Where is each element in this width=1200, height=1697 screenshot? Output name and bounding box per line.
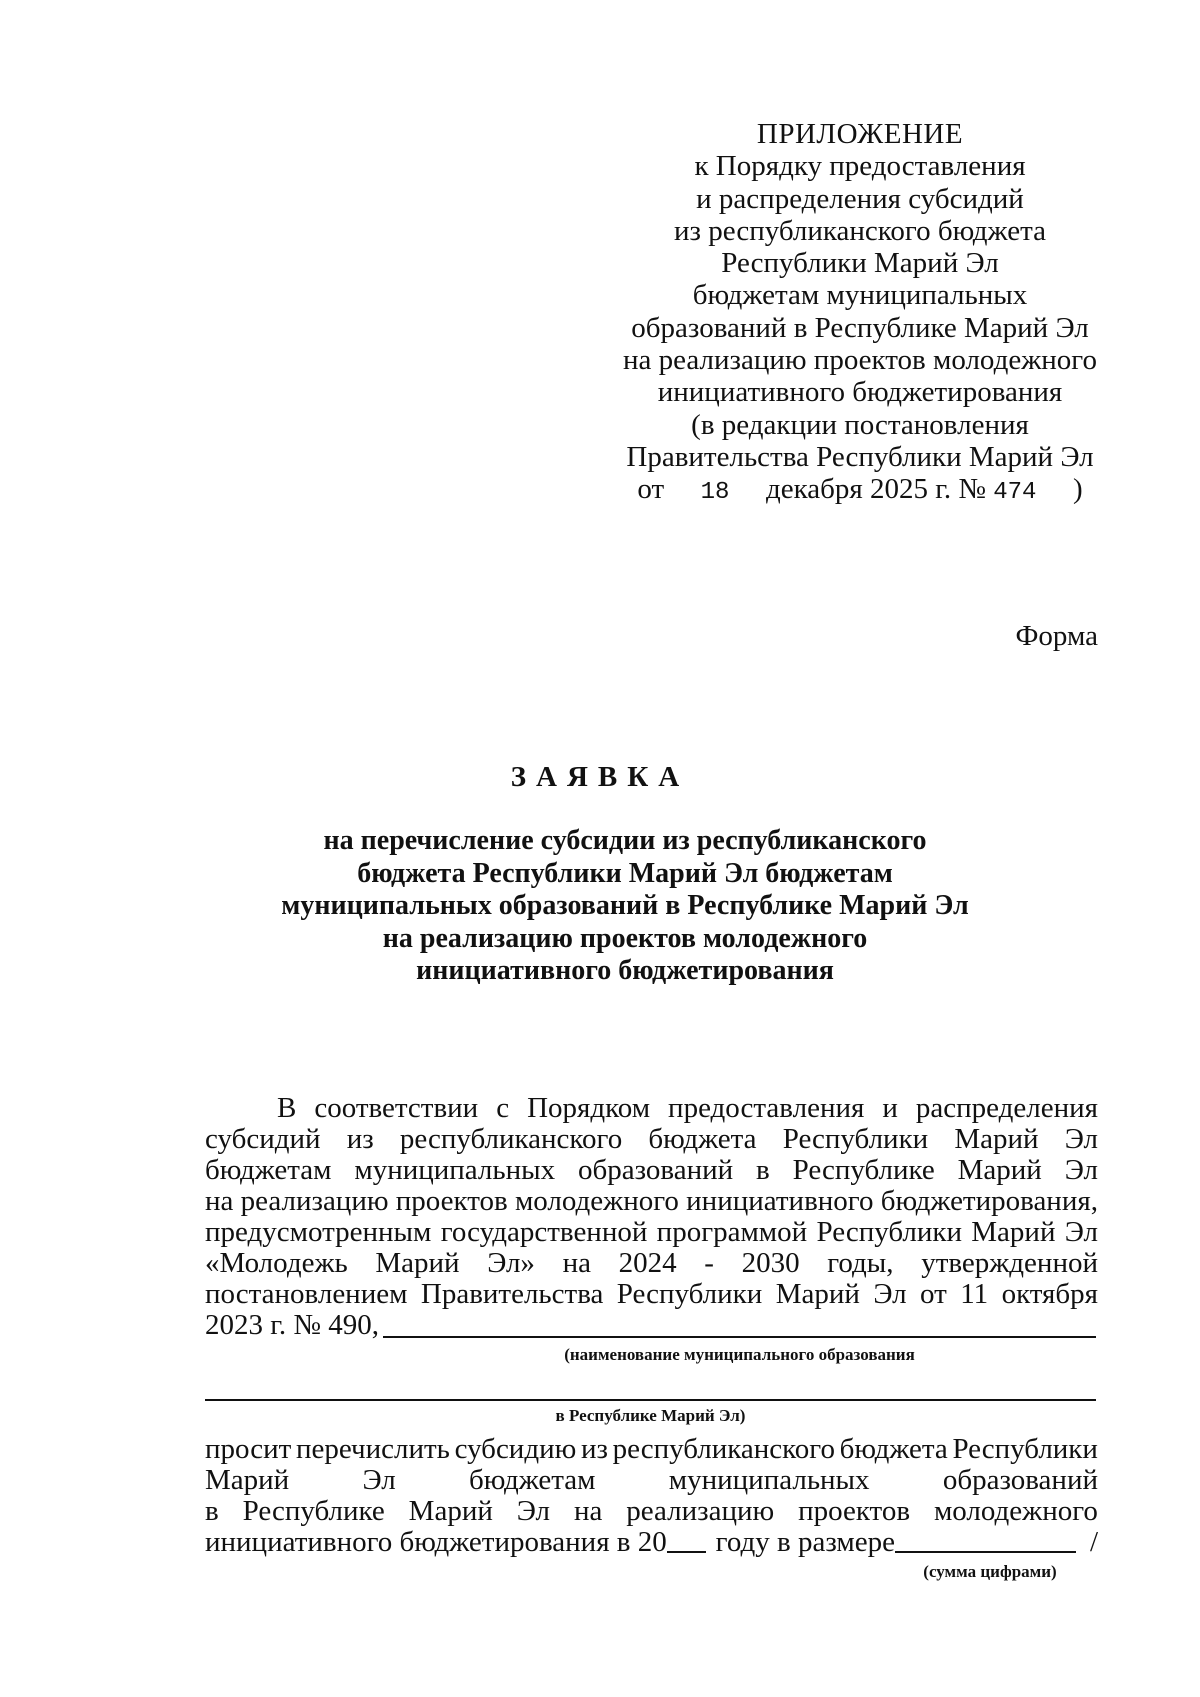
appendix-header bbox=[600, 118, 1120, 510]
subject-line: инициативного бюджетирования bbox=[416, 955, 834, 986]
date-text: декабря 2025 г. № bbox=[765, 473, 986, 506]
body-paragraph-2 bbox=[205, 1434, 1098, 1558]
body-line: «Молодежь Марий Эл» на 2024 - 2030 годы, утвержденной bbox=[205, 1247, 1098, 1279]
forma-label: Форма bbox=[1015, 620, 1098, 652]
date-day: 18 bbox=[700, 479, 730, 507]
appendix-line: из республиканского бюджета bbox=[674, 214, 1046, 247]
sum-fill-line[interactable] bbox=[895, 1527, 1076, 1553]
document-title: ЗАЯВКА bbox=[510, 761, 690, 793]
subject-line: на перечисление субсидии из республиканского bbox=[323, 825, 927, 856]
subject-line: на реализацию проектов молодежного bbox=[382, 922, 868, 954]
subject-line: бюджета Республики Марий Эл бюджетам bbox=[357, 857, 893, 889]
appendix-line: (в редакции постановления bbox=[691, 408, 1029, 441]
appendix-line: бюджетам муниципальных bbox=[692, 279, 1028, 312]
municipality-fill-line[interactable] bbox=[383, 1336, 1096, 1338]
body-line: Марий Эл бюджетам муниципальных образований bbox=[205, 1464, 1098, 1496]
sum-caption: (сумма цифрами) bbox=[923, 1562, 1057, 1581]
republic-caption: в Республике Марий Эл) bbox=[555, 1406, 746, 1425]
appendix-title: ПРИЛОЖЕНИЕ bbox=[756, 118, 964, 150]
subject-line: муниципальных образований в Республике Марий Эл bbox=[281, 890, 969, 921]
year-fill-line[interactable] bbox=[667, 1527, 706, 1553]
body-line: бюджетам муниципальных образований в Республике Марий Эл bbox=[205, 1154, 1098, 1186]
body-line: В соответствии с Порядком предоставления и распределения bbox=[277, 1092, 1098, 1124]
municipality-fill-line-2[interactable] bbox=[205, 1399, 1096, 1401]
doc-number: 474 bbox=[993, 479, 1037, 507]
body-line: просит перечислить субсидию из республиканского бюджета Республики bbox=[205, 1433, 1098, 1465]
body-line: на реализацию проектов молодежного инициативного бюджетирования, bbox=[205, 1185, 1098, 1217]
date-prefix: от bbox=[637, 473, 665, 506]
body-line: предусмотренным государственной программой Республики Марий Эл bbox=[205, 1216, 1098, 1248]
appendix-line: на реализацию проектов молодежного bbox=[623, 344, 1097, 377]
body-paragraph-1 bbox=[205, 1093, 1098, 1341]
appendix-line: инициативного бюджетирования bbox=[657, 376, 1063, 409]
appendix-line: Республики Марий Эл bbox=[721, 247, 999, 280]
appendix-line: к Порядку предоставления bbox=[694, 150, 1026, 183]
date-close-paren: ) bbox=[1072, 473, 1083, 506]
body-line: инициативного бюджетирования в 20 году в размере / bbox=[205, 1526, 1098, 1558]
body-line: постановлением Правительства Республики Марий Эл от 11 октября bbox=[205, 1278, 1098, 1310]
appendix-line: и распределения субсидий bbox=[696, 182, 1024, 215]
appendix-date-line bbox=[600, 473, 1120, 509]
body-line: 2023 г. № 490, bbox=[205, 1309, 380, 1341]
body-line: в Республике Марий Эл на реализацию проектов молодежного bbox=[205, 1495, 1098, 1527]
municipality-caption: (наименование муниципального образования bbox=[564, 1345, 915, 1364]
body-line: субсидий из республиканского бюджета Республики Марий Эл bbox=[205, 1123, 1098, 1155]
appendix-line: образований в Республике Марий Эл bbox=[631, 311, 1089, 344]
appendix-line: Правительства Республики Марий Эл bbox=[626, 440, 1094, 473]
document-subject bbox=[250, 825, 1000, 988]
